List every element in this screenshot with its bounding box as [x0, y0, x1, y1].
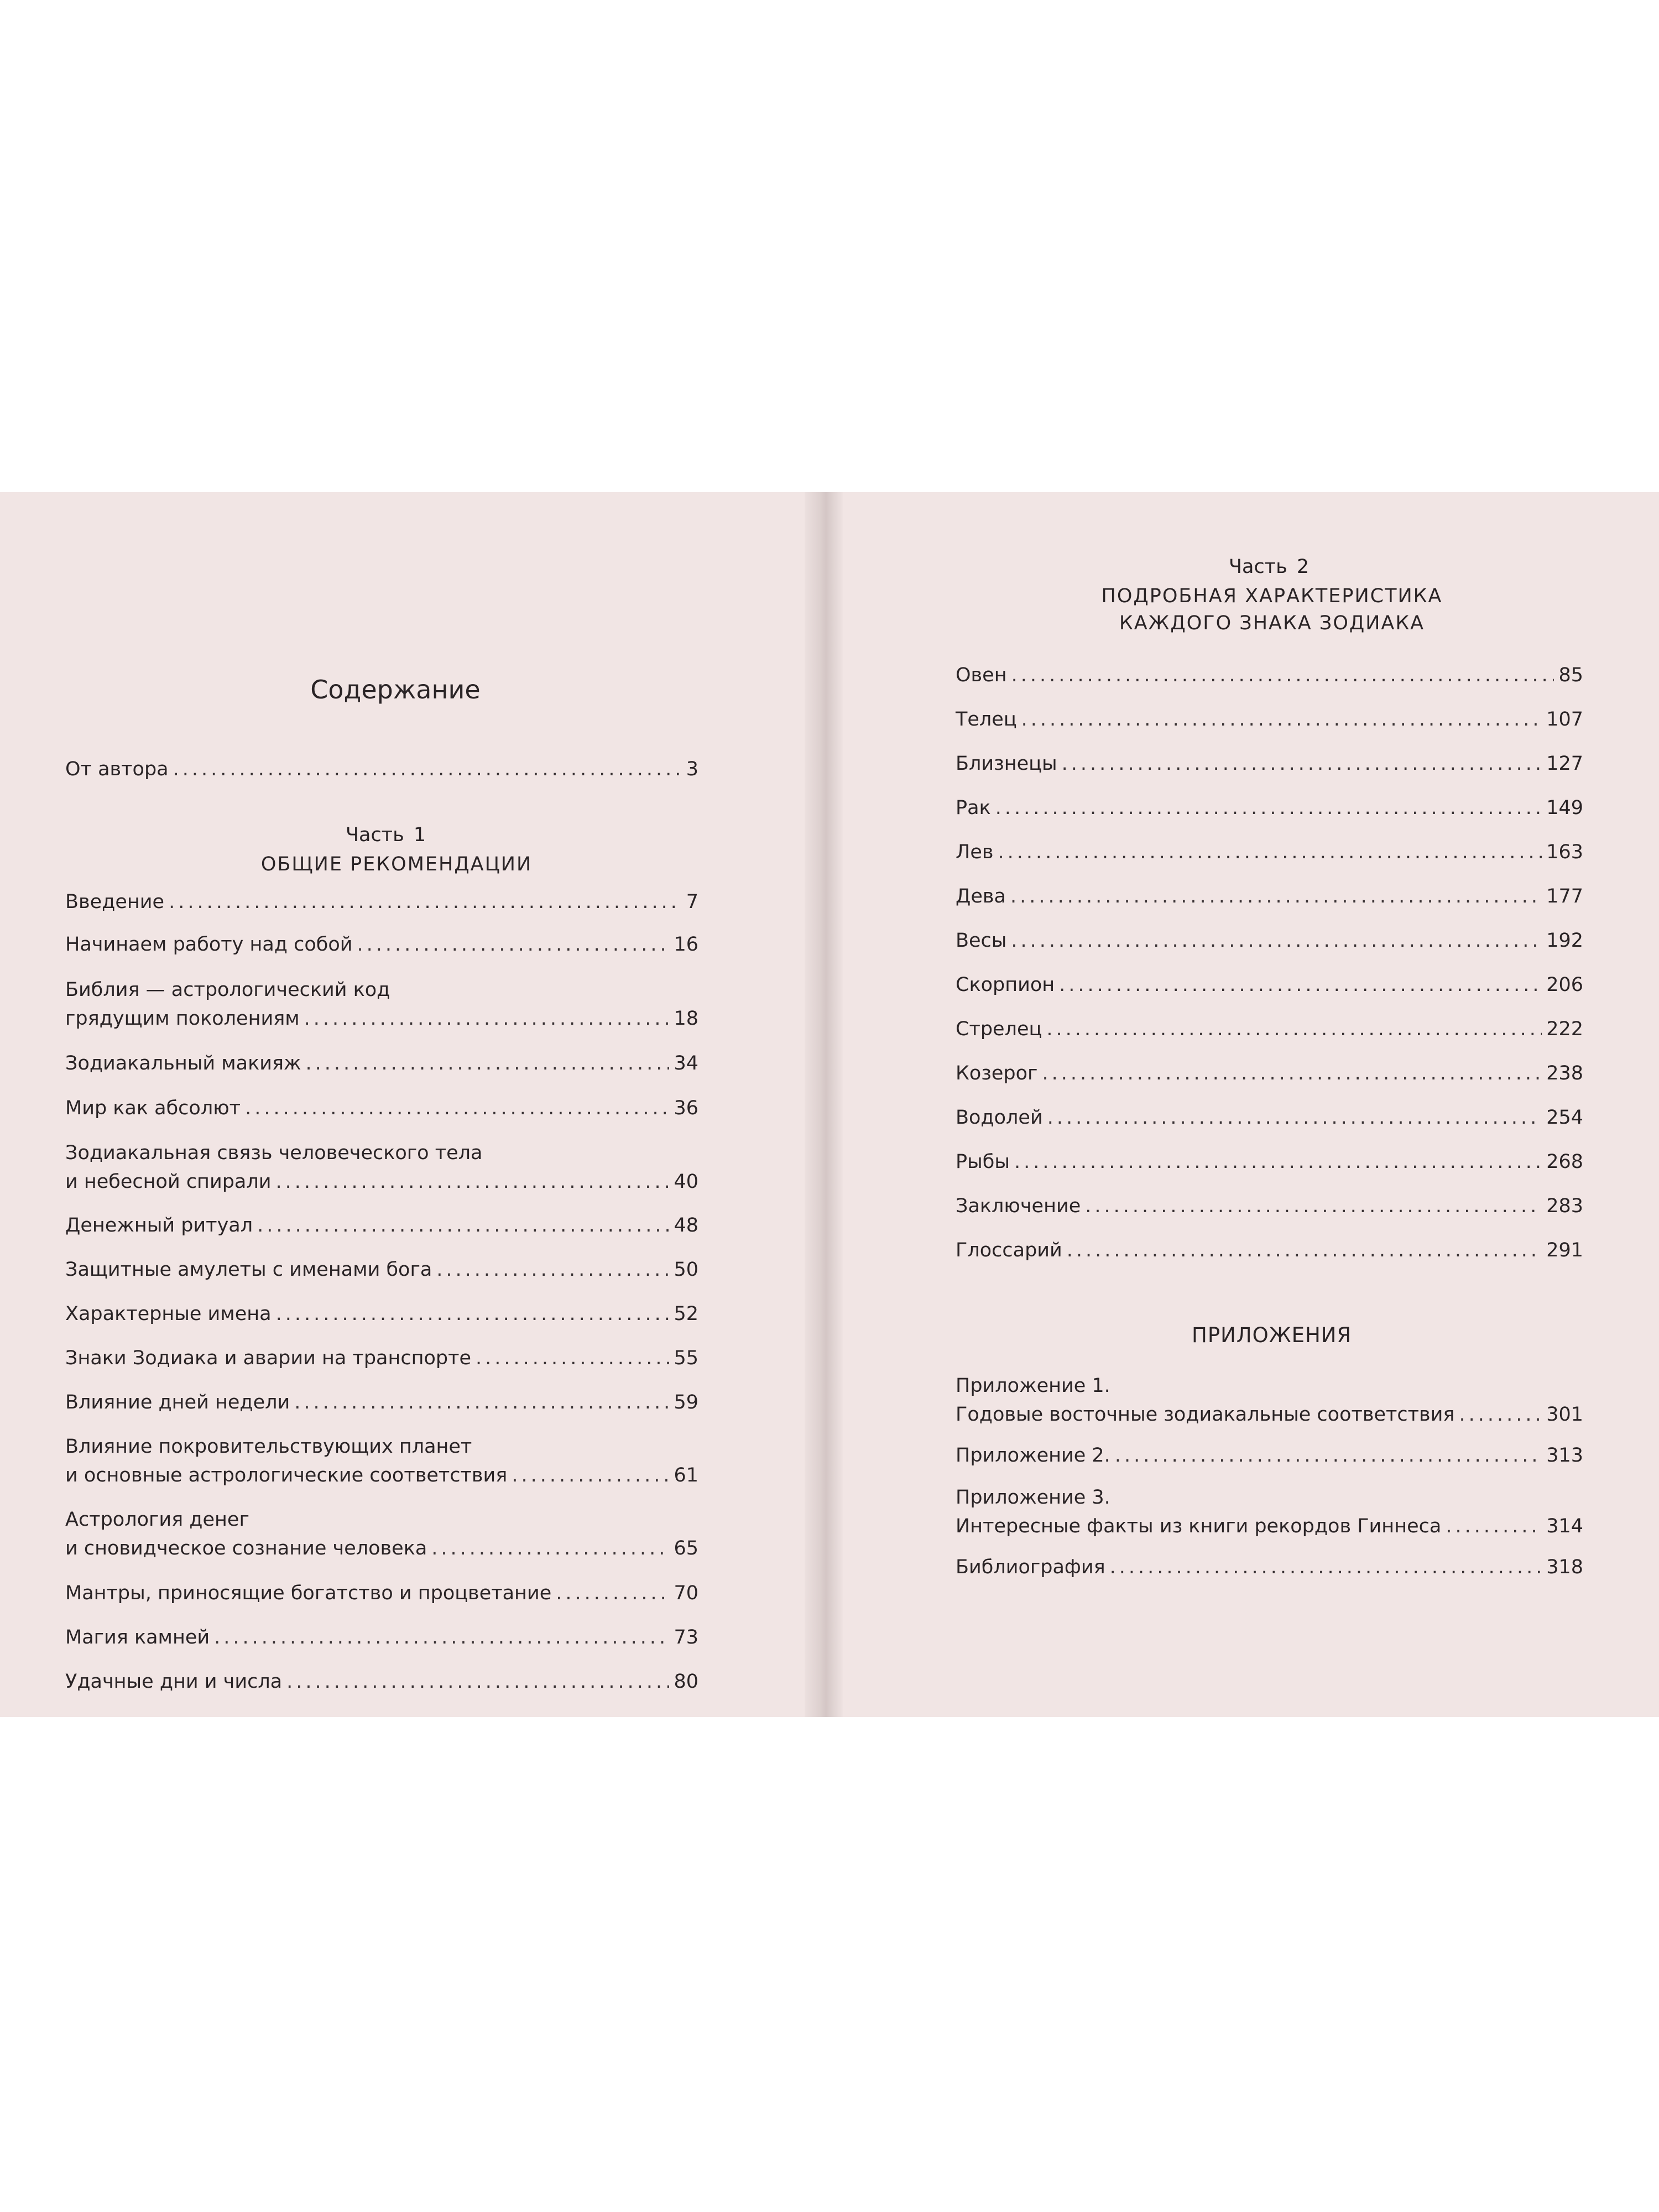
toc-entry-page: 283 [1546, 1195, 1583, 1217]
toc-entry[interactable] [65, 1094, 698, 1123]
book-gutter [805, 492, 843, 1717]
toc-entry-title: Приложение 2. [956, 1444, 1110, 1467]
toc-entry-page: 254 [1546, 1107, 1583, 1129]
toc-entry[interactable] [65, 1049, 698, 1078]
part2-title-line1: ПОДРОБНАЯ ХАРАКТЕРИСТИКА [1101, 585, 1443, 607]
toc-entry-title: Защитные амулеты с именами бога [65, 1259, 432, 1281]
part2-title-line2: КАЖДОГО ЗНАКА ЗОДИАКА [1119, 612, 1425, 634]
toc-entry-title: Влияние покровительствующих планет [65, 1436, 472, 1458]
dot-leader [998, 838, 1542, 867]
dot-leader [476, 1344, 669, 1373]
toc-entry[interactable] [65, 1344, 698, 1373]
toc-entry-title: и основные астрологические соответствия [65, 1464, 508, 1486]
toc-entry[interactable] [65, 1211, 698, 1240]
toc-entry[interactable] [65, 975, 698, 1033]
toc-entry[interactable] [65, 1505, 698, 1563]
toc-entry-page: 3 [686, 758, 698, 780]
toc-entry-title: Телец [956, 708, 1017, 731]
toc-entry-page: 177 [1546, 885, 1583, 907]
dot-leader [431, 1534, 669, 1563]
toc-entry-title: Годовые восточные зодиакальные соответствия [956, 1404, 1455, 1426]
toc-entry[interactable] [65, 1579, 698, 1608]
toc-entry[interactable] [65, 1667, 698, 1696]
dot-leader [1011, 926, 1542, 955]
toc-entry-title: и сновидческое сознание человека [65, 1537, 427, 1559]
toc-entry-title: Глоссарий [956, 1239, 1062, 1261]
toc-entry[interactable] [956, 749, 1583, 778]
toc-entry-page: 61 [674, 1464, 698, 1486]
part1-label: Часть 1 [346, 824, 426, 846]
dot-leader [1115, 1441, 1542, 1470]
dot-leader [1067, 1236, 1542, 1265]
dot-leader [245, 1094, 669, 1123]
toc-entry-page: 50 [674, 1259, 698, 1281]
dot-leader [214, 1623, 669, 1652]
toc-entry-title: Знаки Зодиака и аварии на транспорте [65, 1347, 472, 1369]
toc-entry-page: 206 [1546, 974, 1583, 996]
dot-leader [1059, 971, 1542, 999]
toc-entry-page: 238 [1546, 1062, 1583, 1084]
toc-entry-title: Библиография [956, 1556, 1105, 1578]
toc-entry-page: 52 [674, 1303, 698, 1325]
toc-entry-title: Мантры, приносящие богатство и процветание [65, 1582, 552, 1604]
toc-entry-title: Стрелец [956, 1018, 1042, 1040]
toc-entry-page: 163 [1546, 841, 1583, 863]
part2-label: Часть 2 [1229, 556, 1310, 578]
toc-entry-title: Денежный ритуал [65, 1214, 253, 1237]
toc-entry-title: Скорпион [956, 974, 1055, 996]
toc-entry-title: Библия — астрологический код [65, 979, 390, 1001]
dot-leader [286, 1667, 669, 1696]
toc-entry[interactable] [65, 1139, 698, 1196]
toc-entry[interactable] [65, 888, 698, 916]
dot-leader [169, 888, 682, 916]
toc-entry-page: 55 [674, 1347, 698, 1369]
toc-entry-title: Приложение 1. [956, 1375, 1110, 1397]
dot-leader [357, 930, 670, 959]
dot-leader [173, 755, 682, 784]
toc-entry[interactable] [956, 1015, 1583, 1044]
dot-leader [1047, 1103, 1542, 1132]
toc-entry-page: 16 [674, 933, 698, 956]
toc-entry-title: Заключение [956, 1195, 1081, 1217]
dot-leader [512, 1461, 669, 1490]
toc-entry-page: 192 [1546, 930, 1583, 952]
appendices-heading: ПРИЛОЖЕНИЯ [1192, 1323, 1352, 1347]
toc-entry[interactable] [956, 1147, 1583, 1176]
toc-entry-page: 18 [674, 1008, 698, 1030]
dot-leader [276, 1300, 670, 1328]
toc-entry[interactable] [956, 794, 1583, 822]
dot-leader [1459, 1400, 1542, 1429]
dot-leader [1110, 1553, 1542, 1582]
toc-entry[interactable] [956, 838, 1583, 867]
toc-entry-page: 7 [686, 891, 698, 913]
dot-leader [306, 1049, 670, 1078]
toc-entry-page: 268 [1546, 1151, 1583, 1173]
toc-entry-page: 80 [674, 1671, 698, 1693]
toc-entry-page: 107 [1546, 708, 1583, 731]
dot-leader [1014, 1147, 1542, 1176]
toc-entry-title: Козерог [956, 1062, 1038, 1084]
dot-leader [1042, 1059, 1542, 1088]
toc-entry-title: Влияние дней недели [65, 1391, 290, 1413]
dot-leader [1021, 705, 1542, 734]
toc-entry-title: и небесной спирали [65, 1171, 272, 1193]
toc-entry[interactable] [65, 1623, 698, 1652]
part1-title: ОБЩИЕ РЕКОМЕНДАЦИИ [260, 853, 533, 875]
dot-leader [294, 1388, 669, 1417]
dot-leader [556, 1579, 669, 1608]
toc-entry-title: Введение [65, 891, 165, 913]
toc-entry-title: Зодиакальная связь человеческого тела [65, 1142, 483, 1164]
toc-entry[interactable] [956, 1441, 1583, 1470]
toc-entry-title: Магия камней [65, 1626, 210, 1648]
dot-leader [995, 794, 1542, 822]
toc-entry[interactable] [65, 930, 698, 959]
toc-entry[interactable] [956, 882, 1583, 911]
toc-entry-page: 85 [1558, 664, 1583, 686]
dot-leader [1062, 749, 1542, 778]
toc-entry[interactable] [956, 1192, 1583, 1220]
toc-entry-page: 318 [1546, 1556, 1583, 1578]
toc-entry-title: Интересные факты из книги рекордов Гиннеса [956, 1515, 1442, 1537]
toc-entry-title: грядущим поколениям [65, 1008, 300, 1030]
toc-entry[interactable] [956, 1371, 1583, 1429]
toc-entry-title: Близнецы [956, 753, 1057, 775]
dot-leader [1010, 882, 1542, 911]
toc-entry-title: Дева [956, 885, 1006, 907]
toc-entry-page: 65 [674, 1537, 698, 1559]
toc-entry-page: 59 [674, 1391, 698, 1413]
toc-entry-author[interactable] [65, 755, 698, 784]
toc-entry[interactable] [65, 1300, 698, 1328]
toc-entry[interactable] [956, 926, 1583, 955]
toc-entry-page: 127 [1546, 753, 1583, 775]
toc-entry-title: Зодиакальный макияж [65, 1052, 301, 1074]
toc-entry-page: 70 [674, 1582, 698, 1604]
toc-entry-page: 48 [674, 1214, 698, 1237]
toc-entry-page: 149 [1546, 797, 1583, 819]
toc-entry[interactable] [956, 971, 1583, 999]
toc-entry[interactable] [65, 1432, 698, 1490]
toc-entry[interactable] [956, 1483, 1583, 1541]
toc-entry-page: 40 [674, 1171, 698, 1193]
toc-entry-title: Мир как абсолют [65, 1097, 241, 1119]
toc-entry[interactable] [956, 1553, 1583, 1582]
toc-entry-title: Приложение 3. [956, 1486, 1110, 1509]
toc-entry-page: 36 [674, 1097, 698, 1119]
toc-entry-title: Характерные имена [65, 1303, 272, 1325]
toc-entry-title: Лев [956, 841, 994, 863]
dot-leader [1446, 1512, 1542, 1541]
toc-entry-title: Рыбы [956, 1151, 1010, 1173]
dot-leader [275, 1167, 669, 1196]
toc-entry-title: Удачные дни и числа [65, 1671, 283, 1693]
toc-entry-page: 313 [1546, 1444, 1583, 1467]
dot-leader [304, 1004, 670, 1033]
toc-entry-page: 301 [1546, 1404, 1583, 1426]
toc-entry[interactable] [956, 705, 1583, 734]
toc-entry[interactable] [65, 1388, 698, 1417]
toc-entry-page: 222 [1546, 1018, 1583, 1040]
toc-entry-page: 73 [674, 1626, 698, 1648]
toc-entry[interactable] [956, 1059, 1583, 1088]
toc-entry-title: От автора [65, 758, 169, 780]
toc-entry[interactable] [956, 661, 1583, 690]
toc-entry-page: 34 [674, 1052, 698, 1074]
contents-heading: Содержание [310, 675, 481, 705]
toc-entry-page: 314 [1546, 1515, 1583, 1537]
dot-leader [257, 1211, 669, 1240]
toc-entry[interactable] [956, 1236, 1583, 1265]
toc-entry-title: Рак [956, 797, 991, 819]
dot-leader [436, 1255, 669, 1284]
toc-entry-title: Водолей [956, 1107, 1043, 1129]
toc-entry-page: 291 [1546, 1239, 1583, 1261]
toc-entry[interactable] [956, 1103, 1583, 1132]
dot-leader [1046, 1015, 1542, 1044]
toc-entry-title: Овен [956, 664, 1007, 686]
toc-entry-title: Астрология денег [65, 1509, 249, 1531]
dot-leader [1011, 661, 1554, 690]
toc-entry-title: Начинаем работу над собой [65, 933, 353, 956]
toc-entry[interactable] [65, 1255, 698, 1284]
dot-leader [1085, 1192, 1542, 1220]
toc-entry-title: Весы [956, 930, 1007, 952]
